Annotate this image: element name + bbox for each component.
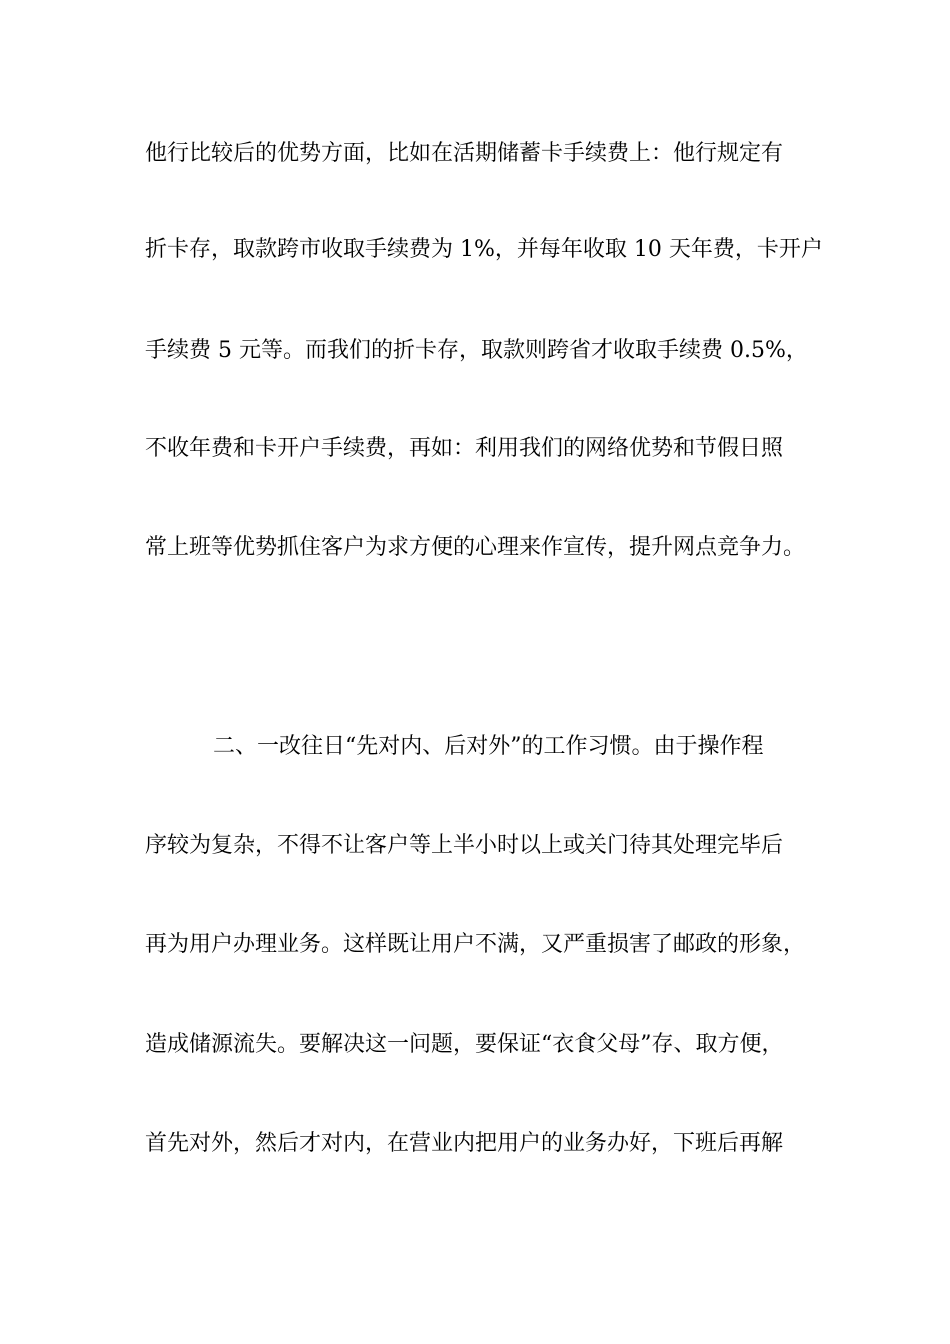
paragraph-line: 不收年费和卡开户手续费，再如：利用我们的网络优势和节假日照 [145,436,784,461]
paragraph-line: 二、一改往日“先对内、后对外”的工作习惯。由于操作程 [213,734,764,759]
paragraph-line: 常上班等优势抓住客户为求方便的心理来作宣传，提升网点竞争力。 [145,535,806,560]
paragraph-line: 折卡存，取款跨市收取手续费为 1%，并每年收取 10 天年费，卡开户 [145,237,823,262]
paragraph-line: 序较为复杂，不得不让客户等上半小时以上或关门待其处理完毕后 [145,833,784,858]
paragraph-line: 他行比较后的优势方面，比如在活期储蓄卡手续费上：他行规定有 [145,141,784,166]
paragraph-line: 手续费 5 元等。而我们的折卡存，取款则跨省才收取手续费 0.5%， [145,338,808,363]
paragraph-line: 首先对外，然后才对内，在营业内把用户的业务办好，下班后再解 [145,1131,784,1156]
paragraph-line: 造成储源流失。要解决这一问题，要保证“衣食父母”存、取方便， [145,1032,784,1057]
paragraph-line: 再为用户办理业务。这样既让用户不满，又严重损害了邮政的形象， [145,932,806,957]
